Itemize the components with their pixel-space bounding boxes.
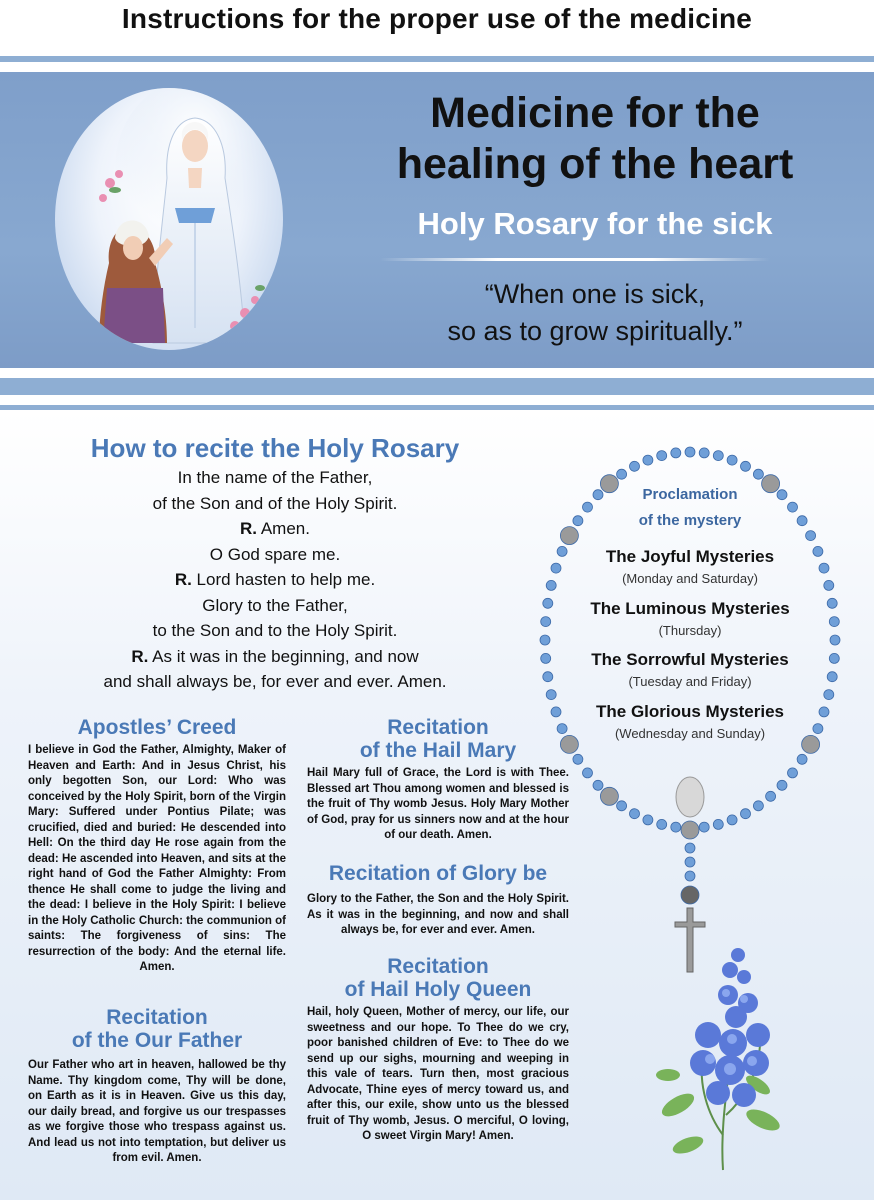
banner-subheading: Holy Rosary for the sick <box>417 206 773 241</box>
rosary-bead <box>543 672 553 682</box>
rosary-bead <box>617 801 627 811</box>
rosary-bead <box>657 819 667 829</box>
rosary-bead <box>819 563 829 573</box>
rosary-bead <box>617 469 627 479</box>
lower-stripe-thin <box>0 405 874 410</box>
our-father-text: Our Father who art in heaven, hallowed be thy Name. Thy kingdom come, Thy will be done, on Earth as it is in Heaven. Give us this day, our daily bread, and forgive us our trespasses as we forgive those who trespass against us. And lead us not into temptation, but deliver us from evil. Amen. <box>28 1059 286 1164</box>
rosary-bead <box>741 809 751 819</box>
rosary-bead <box>630 461 640 471</box>
rosary-bead <box>827 672 837 682</box>
mystery-glorious-days: (Wednesday and Sunday) <box>614 726 766 741</box>
rosary-bead <box>766 791 776 801</box>
header-stripe <box>0 56 874 62</box>
rosary-bead <box>824 580 834 590</box>
rosary-bead <box>713 451 723 461</box>
rosary-bead <box>685 447 695 457</box>
mystery-sorrowful-days: (Tuesday and Friday) <box>628 674 752 689</box>
rosary-bead <box>643 815 653 825</box>
rosary-bead <box>685 871 695 881</box>
rosary-bead <box>753 801 763 811</box>
rosary-bead <box>753 469 763 479</box>
glory-be-text: Glory to the Father, the Son and the Holy Spirit. As it was in the beginning, and now and shall always be, for ever and ever. Amen. <box>307 893 569 936</box>
rosary-bead <box>727 455 737 465</box>
lower-stripe-thick <box>0 378 874 395</box>
rosary-bead <box>573 516 583 526</box>
mystery-luminous: The Luminous Mysteries <box>590 599 790 618</box>
rosary-bead <box>713 819 723 829</box>
mystery-glorious: The Glorious Mysteries <box>596 702 784 721</box>
rosary-bead <box>830 635 840 645</box>
rosary-bead <box>788 502 798 512</box>
rosary-bead <box>699 448 709 458</box>
rosary-bead <box>685 843 695 853</box>
rosary-bead <box>593 780 603 790</box>
top-title: Instructions for the proper use of the medicine <box>121 3 753 34</box>
banner-quote <box>350 276 840 350</box>
rosary-bead <box>829 617 839 627</box>
rosary-bead <box>806 531 816 541</box>
rosary-bead <box>543 598 553 608</box>
prayer-line: Glory to the Father, <box>202 595 348 615</box>
prayer-line: to the Son and to the Holy Spirit. <box>152 621 398 640</box>
rosary-bead <box>727 815 737 825</box>
rosary-bead <box>685 857 695 867</box>
creed-text: I believe in God the Father, Almighty, Maker of Heaven and Earth: And in Jesus Christ, his only begotten Son, our Lord: Who was conceived by the Holy Spirit, born of the Virgin Mary: Suffered under Pontius Pilate; was crucified, died and buried: He descended into Hell: On the third day He rose again from the dead: He ascended into Heaven, and sits at the right hand of God the Father Almighty: From thence He shall come to judge the living and the dead: I believe in the Holy Spirit: I believe in the Holy Catholic Church: the communion of saints: The forgiveness of sins: The resurrection of the body: And the eternal life. Amen. <box>28 744 286 973</box>
banner-divider <box>380 258 770 261</box>
prayer-line: O God spare me. <box>209 544 341 564</box>
prayer-line: R. Amen. <box>240 519 310 538</box>
holy-queen-text: Hail, holy Queen, Mother of mercy, our life, our sweetness and our hope. To Thee do we cry, poor banished children of Eve: to Thee do we send up our sighs, mourning and weeping in this vale of tears. Turn then, most gracious Advocate, Thine eyes of mercy toward us, and after this, our exile, show unto us the blessed fruit of Thy womb, Jesus. O merciful, O loving, O sweet Virgin Mary! Amen. <box>307 1006 569 1142</box>
how-to-lines <box>40 465 510 695</box>
rosary-bead <box>541 653 551 663</box>
how-to-title: How to recite the Holy Rosary <box>90 433 460 463</box>
glory-be-title: Recitation of Glory be <box>328 862 548 885</box>
rosary-bead <box>540 635 550 645</box>
rosary-bead <box>827 598 837 608</box>
rosary-bead <box>546 580 556 590</box>
rosary-bead <box>643 455 653 465</box>
rosary-bead <box>788 768 798 778</box>
mystery-joyful: The Joyful Mysteries <box>605 547 775 566</box>
quote-line-2: so as to grow spiritually.” <box>447 316 743 346</box>
prayer-line: of the Son and of the Holy Spirit. <box>152 493 398 513</box>
rosary-bead <box>671 448 681 458</box>
banner-heading: Medicine for the healing of the heart <box>396 89 794 188</box>
rosary-bead <box>546 690 556 700</box>
rosary-medallion <box>676 777 704 817</box>
mystery-joyful-days: (Monday and Saturday) <box>622 571 758 586</box>
rosary-large-bead <box>681 886 699 904</box>
blue-flowers-illustration <box>648 935 798 1175</box>
rosary-bead <box>797 516 807 526</box>
rosary-large-bead <box>560 527 578 545</box>
mystery-luminous-days: (Thursday) <box>658 623 722 638</box>
prayer-line: and shall always be, for ever and ever. Amen. <box>103 672 447 691</box>
mystery-sorrowful: The Sorrowful Mysteries <box>591 650 789 669</box>
prayer-line: R. Lord hasten to help me. <box>174 570 376 589</box>
creed-title: Apostles’ Creed <box>77 716 237 739</box>
proclamation-heading-1: Proclamation <box>642 486 738 503</box>
rosary-bead <box>583 502 593 512</box>
rosary-bead <box>671 822 681 832</box>
our-father-title: Recitation of the Our Father <box>71 1006 243 1052</box>
rosary-bead <box>630 809 640 819</box>
rosary-bead <box>819 707 829 717</box>
quote-line-1: “When one is sick, <box>484 279 706 309</box>
rosary-bead <box>541 617 551 627</box>
virgin-mary-illustration <box>55 88 283 350</box>
hail-mary-title: Recitation of the Hail Mary <box>359 716 517 762</box>
rosary-bead <box>657 451 667 461</box>
prayer-line: In the name of the Father, <box>177 468 373 487</box>
rosary-bead <box>777 780 787 790</box>
rosary-bead <box>797 754 807 764</box>
proclamation-heading-2: of the mystery <box>638 512 742 529</box>
rosary-large-bead <box>681 821 699 839</box>
rosary-bead <box>824 690 834 700</box>
holy-queen-title: Recitation of Hail Holy Queen <box>344 955 532 1001</box>
rosary-bead <box>741 461 751 471</box>
rosary-bead <box>699 822 709 832</box>
rosary-bead <box>573 754 583 764</box>
rosary-bead <box>583 768 593 778</box>
rosary-large-bead <box>600 787 618 805</box>
hail-mary-text: Hail Mary full of Grace, the Lord is with Thee. Blessed art Thou among women and blessed is the fruit of Thy womb Jesus. Holy Mary Mother of God, pray for us sinners now and at the hour of our death. Amen. <box>307 767 569 841</box>
rosary-bead <box>829 653 839 663</box>
prayer-line: R. As it was in the beginning, and now <box>131 646 419 666</box>
